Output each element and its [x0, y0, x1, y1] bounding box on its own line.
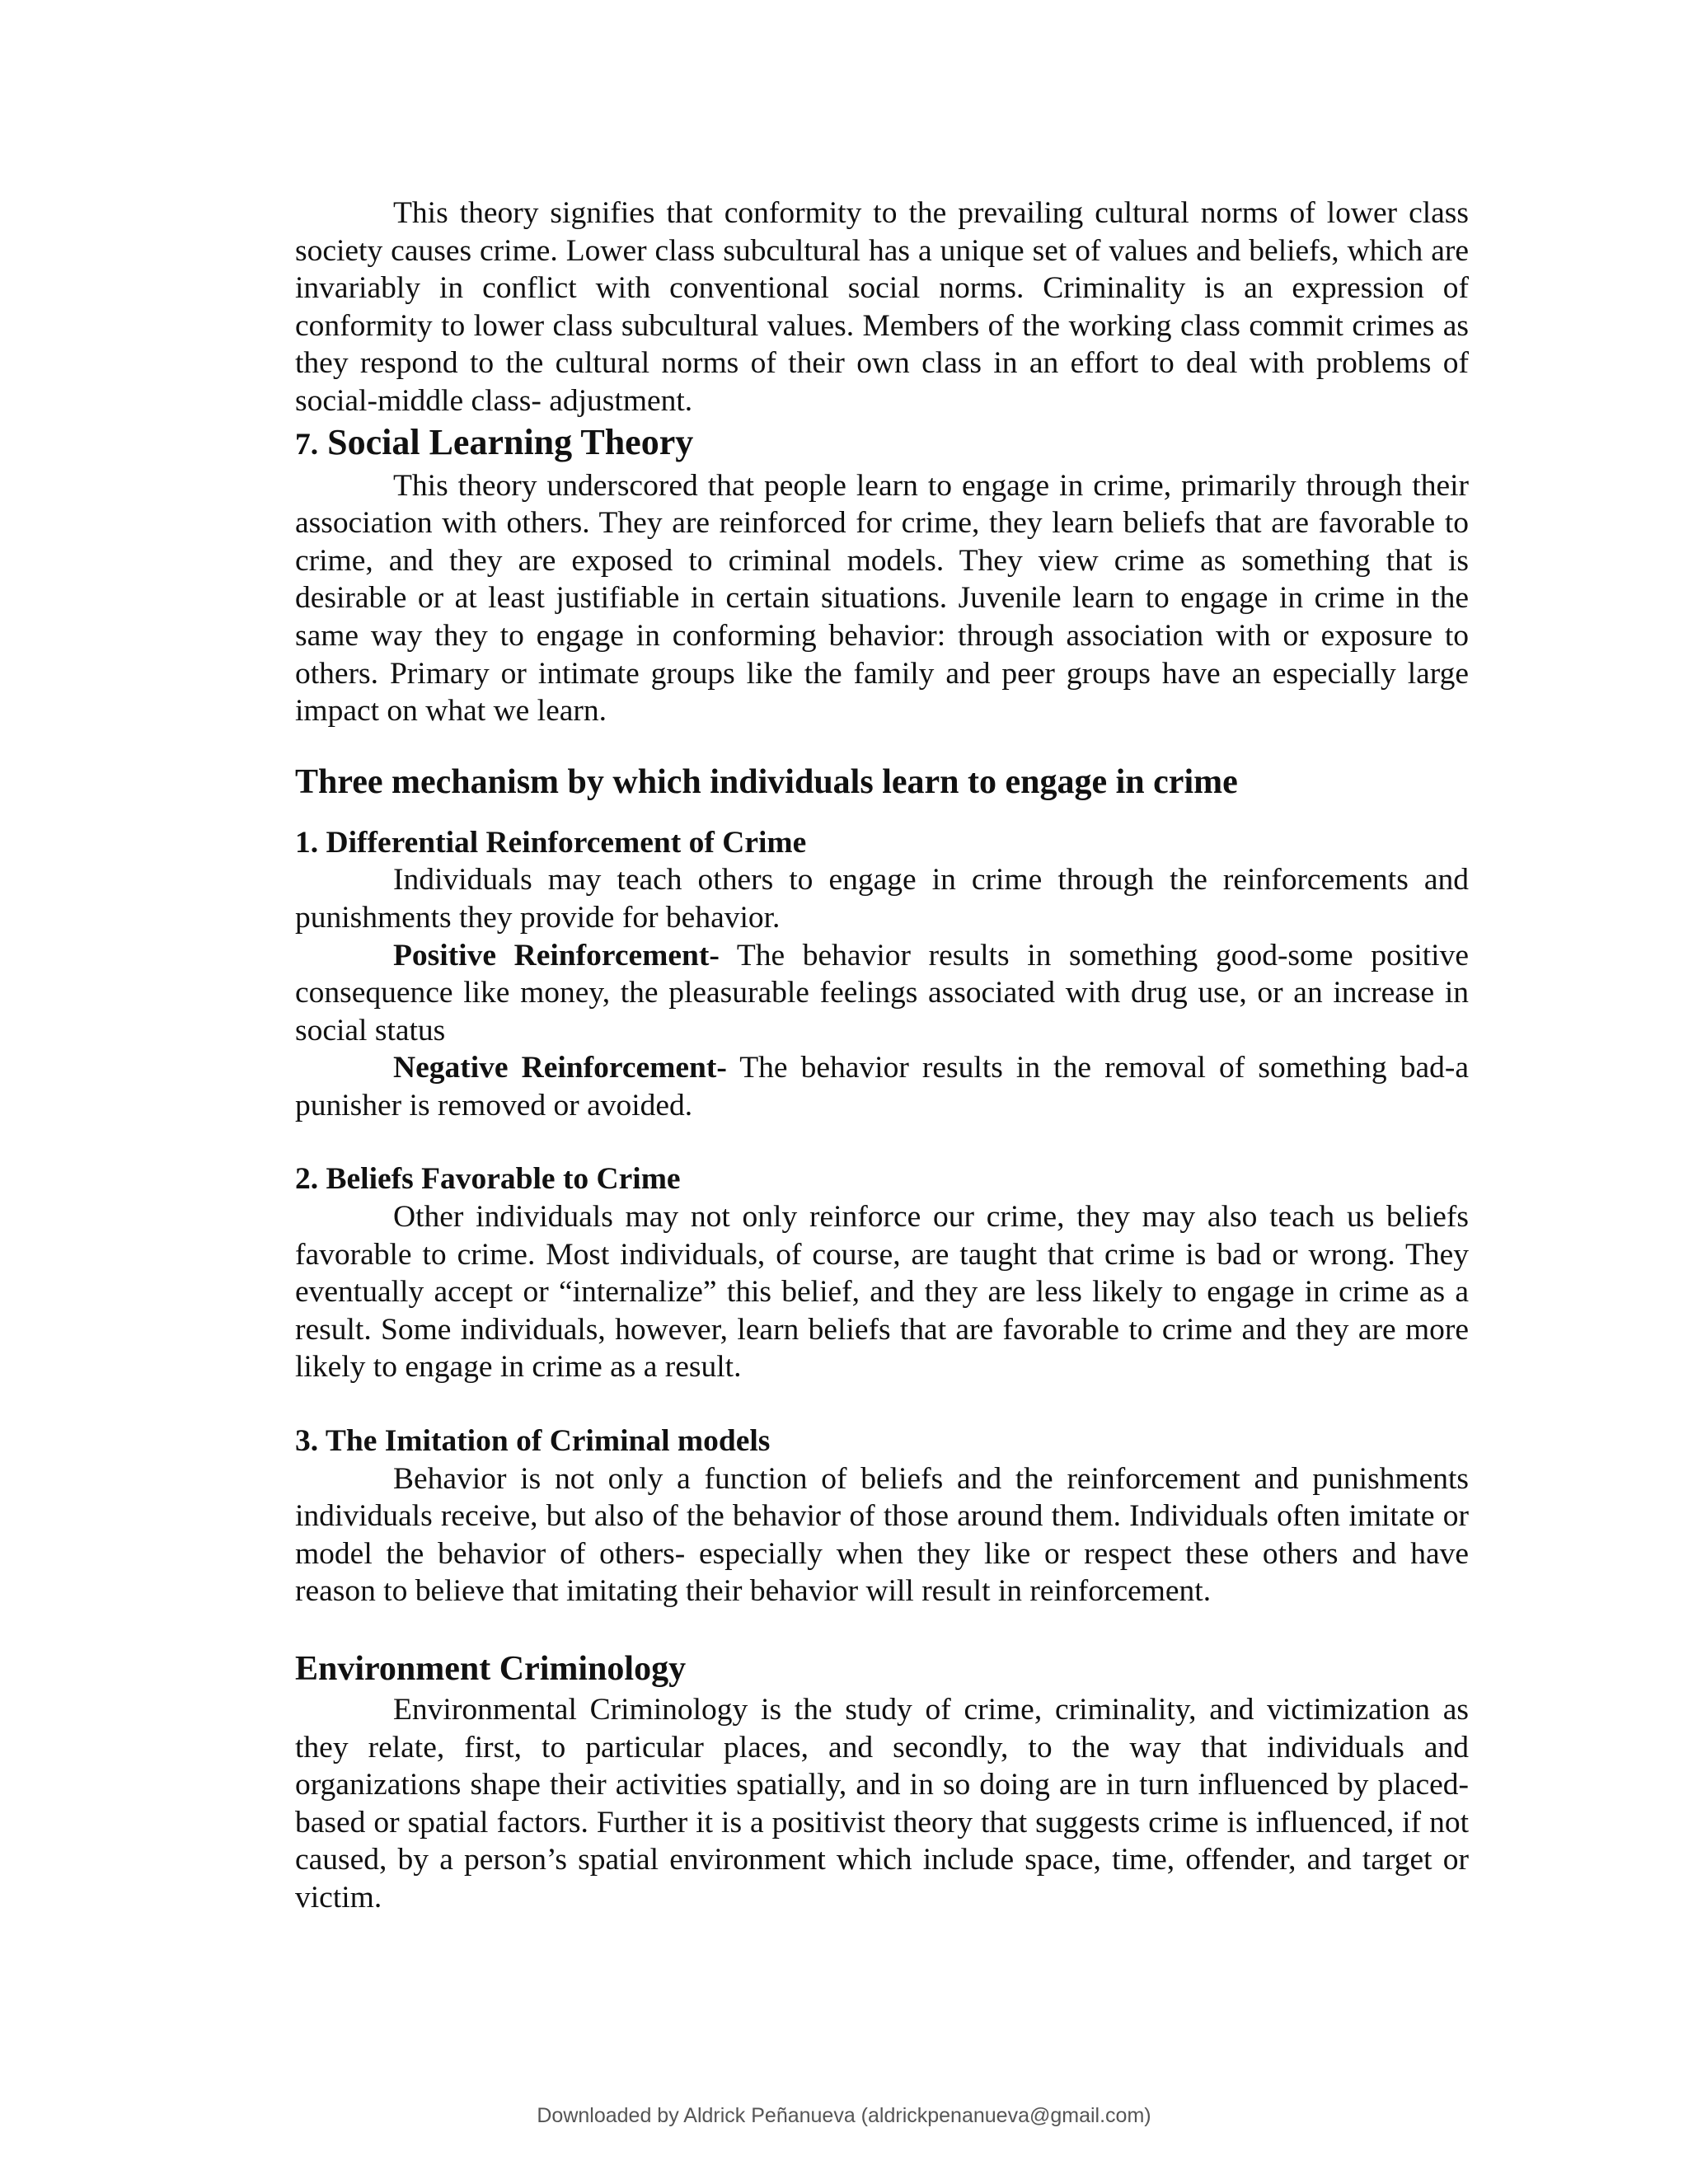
environment-paragraph: Environmental Criminology is the study of crime, criminality, and victimization as they relate, first, to particular places, and secondly, to the way that individuals and organizations shape their activities spatially, and in so doing are in turn influenced by placed-based or spatial factors. Further it is a positivist theory that suggests crime is influenced, if not caused, by a person’s spatial environment which include space, time, offender, and target or victim.: [295, 1693, 1469, 1915]
mechanism-2-paragraph: Other individuals may not only reinforce our crime, they may also teach us beliefs favorable to crime. Most individuals, of course, are taught that crime is bad or wrong. They eventually accept or “internalize” this belief, and they are less likely to engage in crime as a result. Some individuals, however, learn beliefs that are favorable to crime and they are more likely to engage in crime as a result.: [295, 1200, 1469, 1385]
negative-reinforcement-label: Negative Reinforcement-: [393, 1051, 727, 1085]
mechanism-3-paragraph: Behavior is not only a function of beliefs and the reinforcement and punishments individuals receive, but also of the behavior of those around them. Individuals often imitate or model the behavior of others- especially when they like or respect these others and have reason to believe that imitating their behavior will result in reinforcement.: [295, 1461, 1469, 1609]
negative-reinforcement-text: The behavior results in the removal of something bad-a punisher is removed or avoided.: [295, 1051, 1469, 1122]
social-learning-heading: [295, 420, 1469, 467]
positive-reinforcement-label: Positive Reinforcement-: [393, 938, 720, 972]
social-learning-paragraph: This theory underscored that people learn to engage in crime, primarily through their association with others. They are reinforced for crime, they learn beliefs that are favorable to crime, and they are exposed to criminal models. They view crime as something that is desirable or at least justifiable in certain situations. Juvenile learn to engage in crime in the same way they to engage in conforming behavior: through association with or exposure to others. Primary or intimate groups like the family and peer groups have an especially large impact on what we learn.: [295, 468, 1469, 729]
document-page: [295, 194, 1469, 1917]
environment-heading: Environment Criminology: [295, 1650, 687, 1688]
download-footer: Downloaded by Aldrick Peñanueva (aldrickpenanueva@gmail.com): [537, 2104, 1151, 2127]
mechanism-1-heading: 1. Differential Reinforcement of Crime: [295, 825, 807, 860]
section-number: 7.: [295, 427, 319, 462]
mechanism-2-heading: 2. Beliefs Favorable to Crime: [295, 1162, 681, 1197]
positive-reinforcement-text: The behavior results in something good-some positive consequence like money, the pleasurable feelings associated with drug use, or an increase in social status: [295, 938, 1469, 1047]
mechanisms-heading: Three mechanism by which individuals learn to engage in crime: [295, 762, 1238, 801]
mechanism-3-heading: 3. The Imitation of Criminal models: [295, 1424, 771, 1459]
positive-reinforcement-paragraph: [295, 937, 1469, 1050]
negative-reinforcement-paragraph: [295, 1049, 1469, 1124]
section-title: Social Learning Theory: [327, 421, 694, 462]
mechanism-1-paragraph: Individuals may teach others to engage in crime through the reinforcements and punishments they provide for behavior.: [295, 863, 1469, 935]
intro-paragraph: This theory signifies that conformity to the prevailing cultural norms of lower class society causes crime. Lower class subcultural has a unique set of values and beliefs, which are invariably in conflict with conventional social norms. Criminality is an expression of conformity to lower class subcultural values. Members of the working class commit crimes as they respond to the cultural norms of their own class in an effort to deal with problems of social-middle class- adjustment.: [295, 196, 1469, 418]
